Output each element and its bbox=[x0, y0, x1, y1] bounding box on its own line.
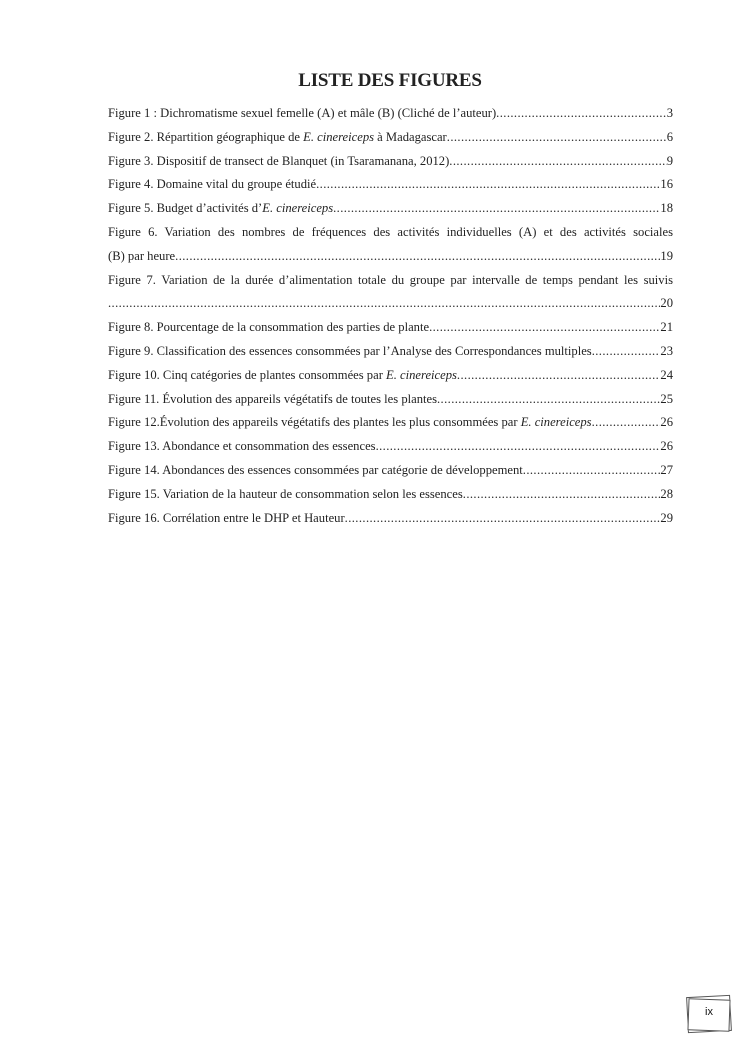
figure-entry-suffix: à Madagascar bbox=[374, 129, 447, 144]
figure-entry-text: Figure 7. Variation de la durée d’alimentation totale du groupe par intervalle de temps pendant les suivis bbox=[108, 272, 673, 287]
figure-page-number: 21 bbox=[660, 320, 673, 335]
figure-entry-text bbox=[108, 127, 447, 147]
dot-leader bbox=[333, 198, 660, 218]
figure-entry[interactable] bbox=[108, 365, 673, 389]
dot-leader bbox=[496, 103, 667, 123]
figure-entry-text: Figure 6. Variation des nombres de fréquences des activités individuelles (A) et des activités sociales bbox=[108, 224, 673, 239]
figure-entry[interactable] bbox=[108, 317, 673, 341]
figure-entry-text bbox=[108, 103, 496, 123]
figure-entry[interactable] bbox=[108, 508, 673, 532]
figure-entry-text bbox=[108, 436, 376, 456]
dot-leader bbox=[437, 389, 660, 409]
species-name: E. cinereiceps bbox=[520, 415, 592, 430]
figure-entry-line[interactable] bbox=[108, 293, 673, 317]
figure-entry-text-continued: (B) par heure bbox=[108, 248, 176, 263]
dot-leader bbox=[175, 246, 660, 266]
dot-leader bbox=[429, 317, 660, 337]
figure-entry-title: Figure 4. Domaine vital du groupe étudié bbox=[108, 177, 317, 192]
dot-leader bbox=[592, 412, 661, 432]
figure-page-number: 19 bbox=[660, 248, 673, 263]
figure-entry-title: Figure 15. Variation de la hauteur de consommation selon les essences bbox=[108, 486, 463, 501]
figure-entry[interactable] bbox=[108, 198, 673, 222]
figure-entry-title: Figure 10. Cinq catégories de plantes consommées par bbox=[108, 367, 387, 382]
figure-page-number: 18 bbox=[660, 201, 673, 216]
species-name: E. cinereiceps bbox=[386, 367, 457, 382]
figure-entry[interactable] bbox=[108, 484, 673, 508]
figure-entry-line bbox=[108, 270, 673, 294]
figure-entry[interactable] bbox=[108, 460, 673, 484]
figure-entry-title: Figure 11. Évolution des appareils végétatifs de toutes les plantes bbox=[108, 391, 437, 406]
figure-list bbox=[108, 103, 673, 531]
dot-leader bbox=[592, 341, 661, 361]
figure-entry-title: Figure 5. Budget d’activités d’ bbox=[108, 201, 263, 216]
page-number-box bbox=[687, 996, 731, 1032]
figure-entry[interactable] bbox=[108, 127, 673, 151]
figure-page-number: 26 bbox=[660, 439, 673, 454]
figure-entry[interactable] bbox=[108, 151, 673, 175]
figure-entry-text bbox=[108, 365, 457, 385]
figure-entry-title: Figure 3. Dispositif de transect de Blanquet (in Tsaramanana, 2012) bbox=[108, 153, 450, 168]
dot-leader bbox=[523, 460, 661, 480]
figure-entry-line[interactable] bbox=[108, 246, 673, 270]
figure-entry-text bbox=[108, 198, 333, 218]
species-name: E. cinereiceps bbox=[262, 201, 334, 216]
dot-leader bbox=[345, 508, 661, 528]
figure-page-number: 28 bbox=[660, 486, 673, 501]
figure-page-number: 3 bbox=[666, 106, 673, 120]
figure-page-number: 24 bbox=[660, 367, 673, 382]
species-name: E. cinereiceps bbox=[303, 129, 375, 144]
figure-entry-title: Figure 13. Abondance et consommation des essences bbox=[108, 439, 376, 454]
figure-entry-text bbox=[108, 317, 429, 337]
figure-entry-text bbox=[108, 389, 437, 409]
figure-page-number: 6 bbox=[666, 129, 673, 144]
figure-entry-title: Figure 14. Abondances des essences consommées par catégorie de développement bbox=[108, 462, 523, 477]
figure-entry-line bbox=[108, 222, 673, 246]
figure-entry-text bbox=[108, 341, 592, 361]
figure-page-number: 27 bbox=[660, 462, 673, 477]
figure-entry-title: Figure 8. Pourcentage de la consommation des parties de plante bbox=[108, 320, 430, 335]
dot-leader bbox=[376, 436, 661, 456]
figure-entry[interactable] bbox=[108, 174, 673, 198]
figure-entry-title: Figure 2. Répartition géographique de bbox=[108, 129, 304, 144]
figure-entry[interactable] bbox=[108, 412, 673, 436]
figure-entry-title: Figure 12.Évolution des appareils végétatifs des plantes les plus consommées par bbox=[108, 415, 521, 430]
figure-page-number: 29 bbox=[660, 510, 673, 525]
figure-entry-text bbox=[108, 151, 449, 171]
figure-page-number: 9 bbox=[666, 153, 673, 168]
figure-entry-text bbox=[108, 484, 463, 504]
figure-entry[interactable] bbox=[108, 341, 673, 365]
page-number: ix bbox=[705, 1006, 713, 1018]
dot-leader bbox=[108, 293, 660, 313]
figure-entry[interactable] bbox=[108, 103, 673, 127]
figure-page-number: 23 bbox=[660, 343, 673, 358]
figure-page-number: 25 bbox=[660, 391, 673, 406]
figure-entry-title: Figure 9. Classification des essences consommées par l’Analyse des Correspondances multiples bbox=[108, 343, 592, 358]
page-title: LISTE DES FIGURES bbox=[298, 70, 482, 91]
figure-entry[interactable] bbox=[108, 389, 673, 413]
dot-leader bbox=[457, 365, 660, 385]
dot-leader bbox=[316, 174, 660, 194]
dot-leader bbox=[447, 127, 667, 147]
figure-page-number: 20 bbox=[660, 296, 673, 311]
figure-page-number: 16 bbox=[660, 177, 673, 192]
figure-entry-text bbox=[108, 508, 345, 528]
figure-entry[interactable] bbox=[108, 436, 673, 460]
figure-entry-title: Figure 16. Corrélation entre le DHP et Hauteur bbox=[108, 510, 345, 525]
figure-entry-text bbox=[108, 174, 316, 194]
figure-entry-title: Figure 1 : Dichromatisme sexuel femelle (A) et mâle (B) (Cliché de l’auteur) bbox=[108, 106, 497, 120]
dot-leader bbox=[463, 484, 661, 504]
dot-leader bbox=[449, 151, 666, 171]
figure-entry-text bbox=[108, 460, 523, 480]
figure-entry-text bbox=[108, 412, 592, 432]
figure-page-number: 26 bbox=[660, 415, 673, 430]
